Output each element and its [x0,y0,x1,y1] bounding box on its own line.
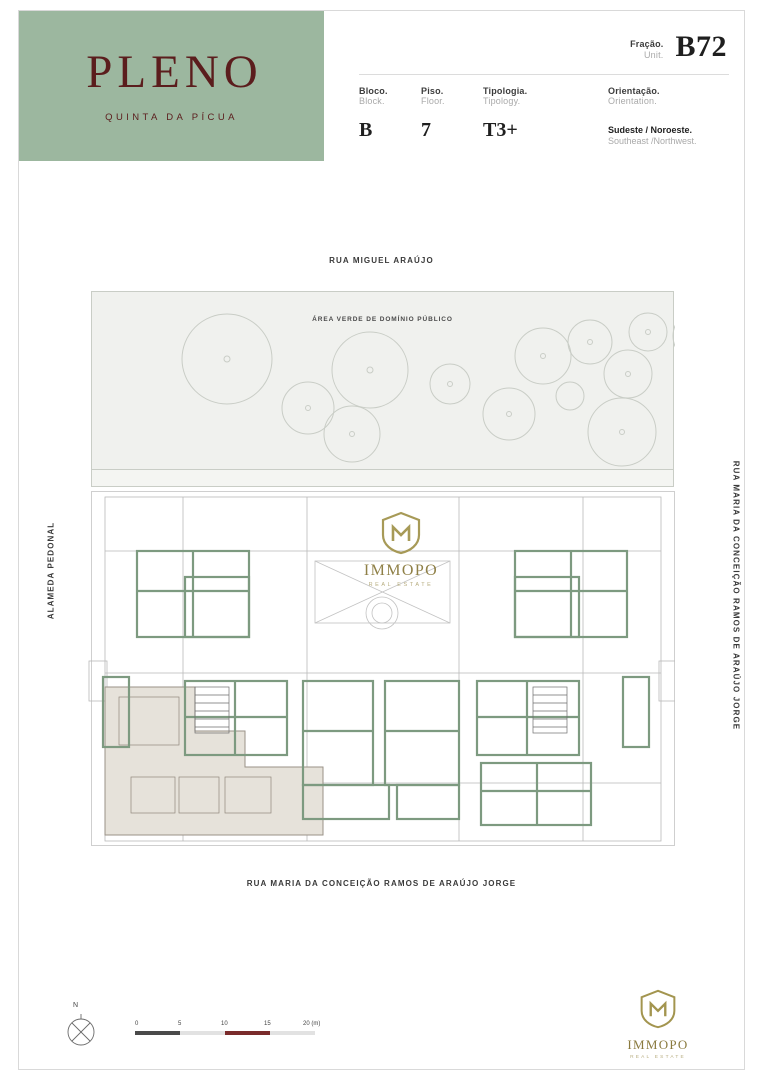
block-label-en: Block. [359,95,385,106]
scale-segment [270,1031,315,1035]
fraction-label-en: Unit. [643,50,664,61]
orientation-value-pt: Sudeste / Noroeste. [608,124,693,135]
scale-tick-3: 15 [264,1021,271,1027]
watermark-sub: REAL ESTATE [368,582,434,588]
scale-tick-labels [135,1021,335,1031]
floor-value: 7 [421,118,431,141]
scale-tick-4: 20 (m) [303,1021,321,1027]
footer-logo-sub: REAL ESTATE [630,1055,686,1060]
attribute-block [359,86,421,148]
brand-panel [19,11,324,161]
shield-icon [379,511,423,555]
brand-name: PLENO [86,46,263,98]
attribute-orientation [608,86,728,148]
street-label-top: RUA MIGUEL ARAÚJO [329,256,434,265]
watermark-logo [342,511,460,588]
orientation-label-pt: Orientação. [608,85,660,96]
header-divider [359,74,729,75]
fraction-labels [630,39,663,62]
street-label-right: RUA MARIA DA CONCEIÇÃO RAMOS DE ARAÚJO JORGE [731,460,741,731]
public-green-area-label: ÁREA VERDE DE DOMÍNIO PÚBLICO [312,316,453,323]
orientation-value-en: Southeast /Northwest. [608,136,697,147]
unit-attributes [359,86,729,148]
sidewalk-strip [91,469,674,487]
shield-icon [638,989,678,1029]
street-label-bottom: RUA MARIA DA CONCEIÇÃO RAMOS DE ARAÚJO JORGE [246,879,517,888]
street-label-left: ALAMEDA PEDONAL [46,521,56,620]
footer-logo [610,989,706,1060]
attribute-tipology [483,86,608,148]
compass-icon [59,1006,103,1050]
orientation-values [608,125,728,148]
highlighted-unit [105,687,323,835]
floor-plan-sheet [18,10,745,1070]
public-green-area [91,291,674,484]
scale-segment [135,1031,180,1035]
fraction-label-pt: Fração. [630,39,664,49]
scale-segment [180,1031,225,1035]
fraction-value: B72 [675,30,727,63]
compass-north-label: N [73,1002,79,1009]
floor-label-en: Floor. [421,95,445,106]
unit-info-header [359,30,729,148]
floor-label-pt: Piso. [421,85,444,96]
scale-bar [135,1021,335,1035]
block-label-pt: Bloco. [359,85,388,96]
orientation-label-en: Orientation. [608,95,657,106]
tipology-value: T3+ [483,118,518,141]
block-value: B [359,118,373,141]
attribute-floor [421,86,483,148]
watermark-name: IMMOPO [363,562,439,579]
scale-segment [225,1031,270,1035]
scale-tick-1: 5 [178,1021,182,1027]
tipology-label-en: Tipology. [483,95,521,106]
tree-canopies [92,292,675,485]
compass-rose [59,1002,103,1050]
scale-track [135,1031,315,1035]
brand-tagline: QUINTA DA PÍCUA [105,112,238,123]
fraction-row [359,30,729,63]
scale-tick-2: 10 [221,1021,228,1027]
scale-tick-0: 0 [135,1021,139,1027]
footer-logo-name: IMMOPO [627,1037,689,1052]
tipology-label-pt: Tipologia. [483,85,528,96]
